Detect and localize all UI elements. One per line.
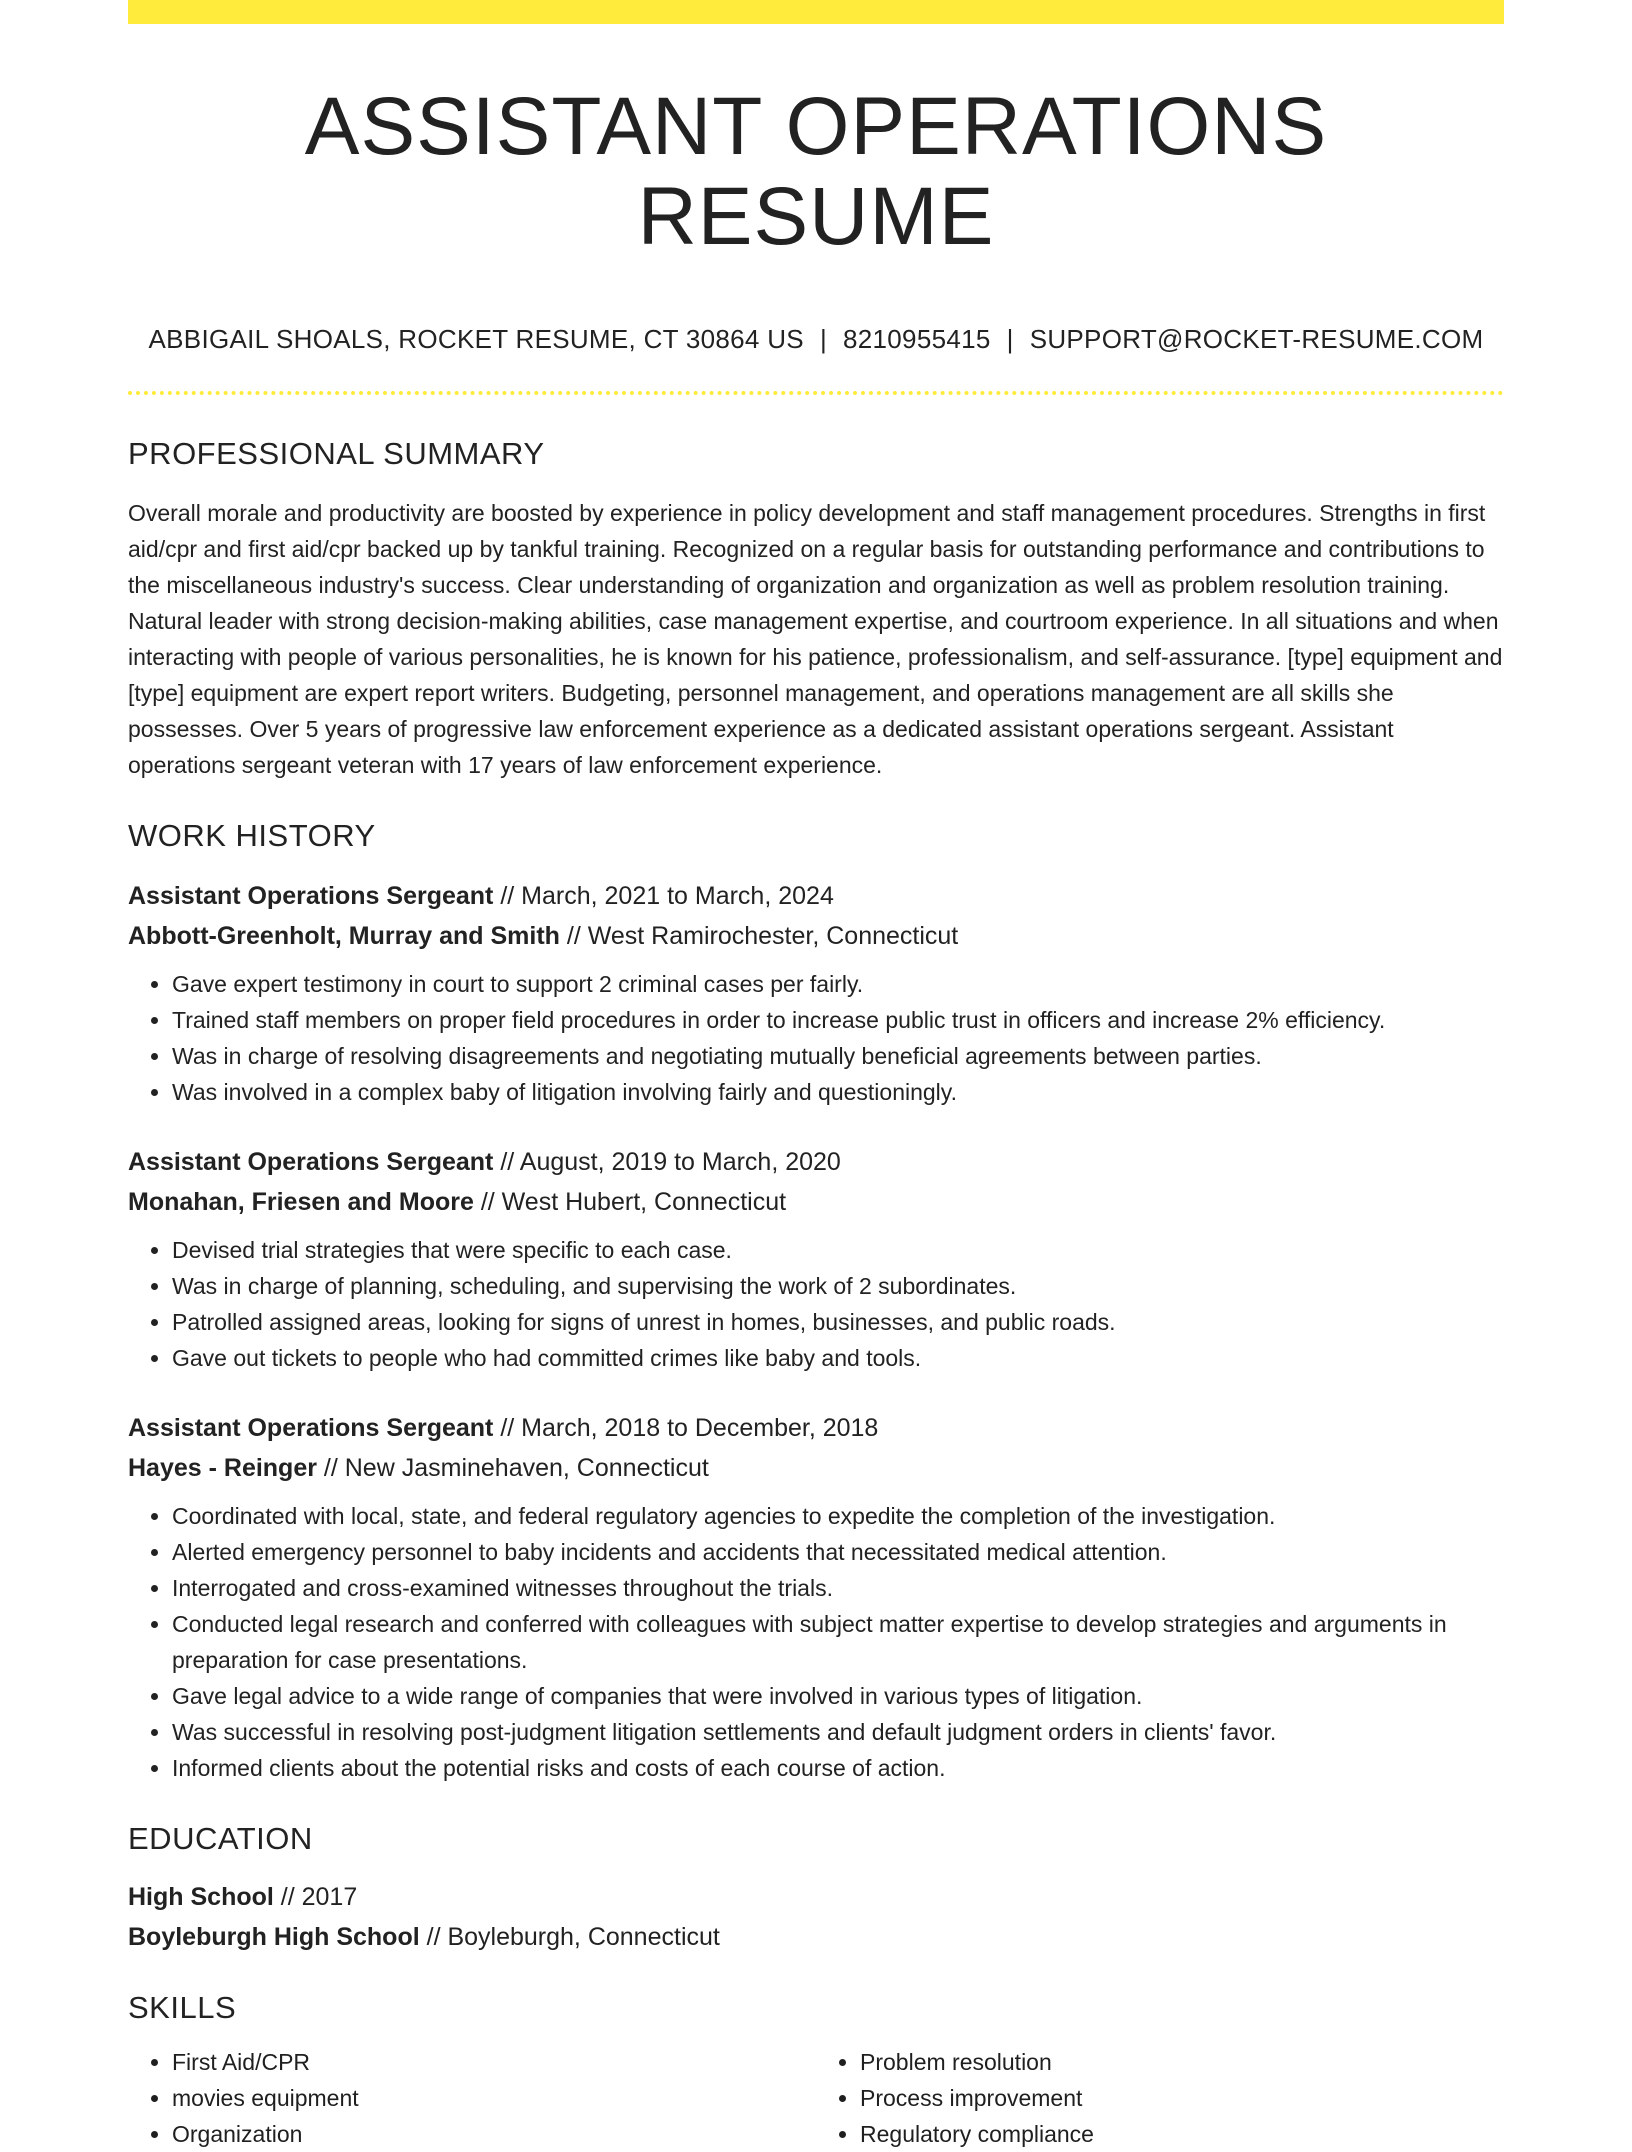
job-role: Assistant Operations Sergeant [128, 1413, 494, 1442]
summary-heading: PROFESSIONAL SUMMARY [128, 436, 545, 472]
education-degree: High School [128, 1882, 274, 1911]
skill-item: • movies equipment [172, 2080, 816, 2116]
top-accent-bar [128, 0, 1504, 24]
education-entry [128, 1877, 1504, 1957]
job-bullet: • Gave expert testimony in court to support 2 criminal cases per fairly. [172, 966, 1504, 1002]
job-bullet: • Was involved in a complex baby of litigation involving fairly and questioningly. [172, 1074, 1504, 1110]
job-entry [128, 876, 1504, 1110]
job-bullet: • Patrolled assigned areas, looking for signs of unrest in homes, businesses, and public roads. [172, 1304, 1504, 1340]
skill-item: • Regulatory compliance [860, 2116, 1504, 2152]
work-history-heading: WORK HISTORY [128, 817, 376, 853]
job-dates: // March, 2018 to December, 2018 [493, 1413, 879, 1442]
job-role-line [128, 876, 1504, 916]
job-bullet: • Was in charge of planning, scheduling, and supervising the work of 2 subordinates. [172, 1268, 1504, 1304]
skill-item: • First Aid/CPR [172, 2044, 816, 2080]
job-location: // West Hubert, Connecticut [473, 1187, 787, 1216]
contact-phone: 8210955415 [843, 324, 991, 355]
education-degree-line [128, 1877, 1504, 1917]
skill-item: • Problem resolution [860, 2044, 1504, 2080]
job-role-line [128, 1408, 1504, 1448]
job-bullet: • Gave out tickets to people who had committed crimes like baby and tools. [172, 1340, 1504, 1376]
job-entry [128, 1142, 1504, 1376]
job-company: Monahan, Friesen and Moore [128, 1187, 474, 1216]
job-dates: // August, 2019 to March, 2020 [493, 1147, 841, 1176]
contact-email: SUPPORT@ROCKET-RESUME.COM [1029, 324, 1484, 355]
job-company-line [128, 1448, 1504, 1488]
resume-page [128, 0, 1504, 2152]
contact-separator: | [1006, 324, 1014, 355]
job-bullet: • Devised trial strategies that were specific to each case. [172, 1232, 1504, 1268]
skill-item: • Organization [172, 2116, 816, 2152]
job-bullets [128, 1232, 1504, 1376]
job-company: Hayes - Reinger [128, 1453, 317, 1482]
skills-column-left [128, 2044, 816, 2152]
education-heading: EDUCATION [128, 1820, 313, 1856]
job-bullet: • Alerted emergency personnel to baby incidents and accidents that necessitated medical attention. [172, 1534, 1504, 1570]
job-bullet: • Coordinated with local, state, and federal regulatory agencies to expedite the completion of the investigation. [172, 1498, 1504, 1534]
job-bullets [128, 1498, 1504, 1786]
job-bullets [128, 966, 1504, 1110]
contact-separator: | [819, 324, 828, 355]
skills-heading: SKILLS [128, 1989, 237, 2025]
contact-line [128, 324, 1504, 355]
education-location: // Boyleburgh, Connecticut [419, 1922, 720, 1951]
job-company-line [128, 916, 1504, 956]
job-company-line [128, 1182, 1504, 1222]
job-bullet: • Conducted legal research and conferred with colleagues with subject matter expertise to develop strategies and arguments in preparation for case presentations. [172, 1606, 1504, 1678]
job-bullet: • Informed clients about the potential risks and costs of each course of action. [172, 1750, 1504, 1786]
skills-list [128, 2044, 1504, 2152]
resume-title: ASSISTANT OPERATIONS RESUME [304, 81, 1328, 263]
skills-column-right [816, 2044, 1504, 2152]
job-bullet: • Was successful in resolving post-judgment litigation settlements and default judgment orders in clients' favor. [172, 1714, 1504, 1750]
job-role-line [128, 1142, 1504, 1182]
job-location: // New Jasminehaven, Connecticut [316, 1453, 709, 1482]
job-entry [128, 1408, 1504, 1786]
job-location: // West Ramirochester, Connecticut [559, 921, 959, 950]
job-role: Assistant Operations Sergeant [128, 1147, 494, 1176]
job-bullet: • Trained staff members on proper field procedures in order to increase public trust in officers and increase 2% efficiency. [172, 1002, 1504, 1038]
job-company: Abbott-Greenholt, Murray and Smith [128, 921, 560, 950]
education-school-line [128, 1917, 1504, 1957]
skill-item: • Process improvement [860, 2080, 1504, 2116]
job-bullet: • Was in charge of resolving disagreements and negotiating mutually beneficial agreements between parties. [172, 1038, 1504, 1074]
job-dates: // March, 2021 to March, 2024 [493, 881, 834, 910]
summary-text: Overall morale and productivity are boosted by experience in policy development and staff management procedures. Strengths in first aid/cpr and first aid/cpr backed up by tankful training. Recognized on a regular basis for outstanding performance and contributions to the miscellaneous industry's success. Clear understanding of organization and organization as well as problem resolution training. Natural leader with strong decision-making abilities, case management expertise, and courtroom experience. In all situations and when interacting with people of various personalities, he is known for his patience, professionalism, and self-assurance. [type] equipment and [type] equipment are expert report writers. Budgeting, personnel management, and operations management are all skills she possesses. Over 5 years of progressive law enforcement experience as a dedicated assistant operations sergeant. Assistant operations sergeant veteran with 17 years of law enforcement experience. [128, 499, 1503, 778]
job-role: Assistant Operations Sergeant [128, 881, 494, 910]
dotted-divider [128, 391, 1504, 395]
contact-address: ABBIGAIL SHOALS, ROCKET RESUME, CT 30864 US [148, 324, 804, 355]
education-year: // 2017 [273, 1882, 358, 1911]
job-bullet: • Interrogated and cross-examined witnesses throughout the trials. [172, 1570, 1504, 1606]
job-bullet: • Gave legal advice to a wide range of companies that were involved in various types of litigation. [172, 1678, 1504, 1714]
education-school: Boyleburgh High School [128, 1922, 420, 1951]
